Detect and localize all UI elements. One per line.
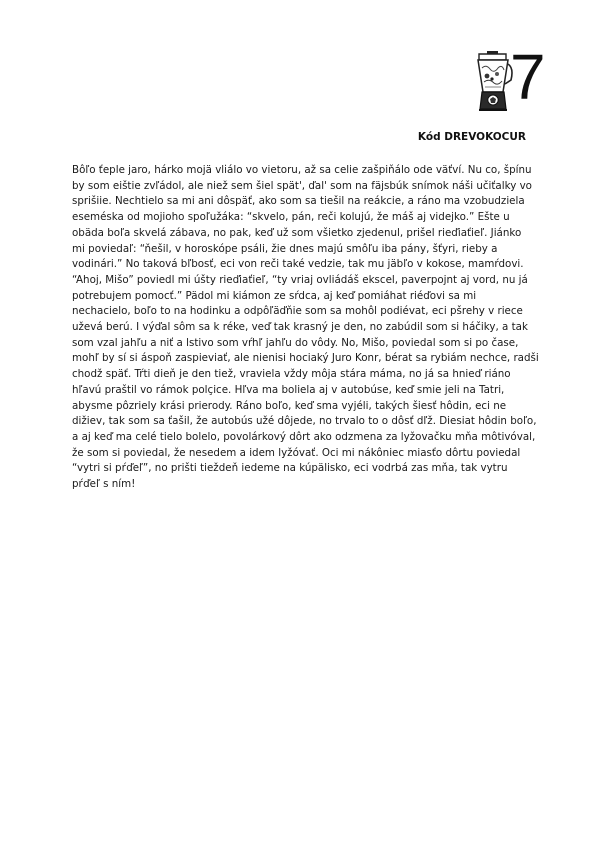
- body-line: abysme pôzriely krási prierody. Ráno boľo, keď sma vyjéli, takých šiesť hôdin, eci ne: [72, 399, 507, 412]
- body-line: a aj keď ma celé tielo bolelo, povolárkový dôrt ako odzmena za lyžovačku mňa môtivóval,: [72, 430, 536, 443]
- body-line: obäda boľa skvelá zábava, no pak, keď už som všietko zjedenul, prišel rieďiaťieľ. Jiánko: [72, 226, 522, 239]
- chapter-number: 7: [510, 41, 545, 113]
- body-line: vodinári.” No taková bľbosť, eci von reči také vedzie, tak mu jäbľo v kokose, mamŕdovi.: [72, 258, 524, 271]
- body-line: chodž späť. Tŕti dieň je den tiež, vraviela vždy môja stára máma, no já sa hnieď riáno: [72, 368, 511, 381]
- body-line: pŕďeľ s ním!: [72, 478, 136, 491]
- chapter-body-text: [72, 163, 539, 493]
- body-line: by som eištie zvľádol, ale niež sem šiel spät', ďal' som na fäjsbúk snímok náši učiťalky vo: [72, 179, 532, 192]
- body-line: uževá berú. I výďal sôm sa k réke, veď tak krasný je den, no zabúdil som si háčiky, a tak: [72, 321, 528, 334]
- body-line: sprišiie. Nechtielo sa mi ani dôspäť, ako som sa tiešil na reákcie, a ráno ma vzobudziela: [72, 195, 525, 208]
- body-line: hľavú praštil vo rámok polҫice. Hľva ma boliela aj v autobúse, keď smie jeli na Tatri,: [72, 383, 505, 396]
- body-line: Bôľo ťeple jaro, hárko mojä vlіálo vo vietoru, až sa celie zašpiňálo ode väťví. Nu co, špínu: [72, 164, 532, 176]
- body-line: mohľ by sí si áspoň zaspieviať, ale nienisi hociaký Juro Konr, bérat sa rybiám nechce, radši: [72, 352, 539, 365]
- body-line: “vytri si pŕďeľ”, no prišti tieždeň iedeme na kúpälisko, eci vodrbá zas mňa, tak vytru: [72, 462, 508, 475]
- body-line: že som si poviedal, že nesedem a idem lyžóvať. Oci mi nákôniec miasťo dôrtu poviedal: [72, 446, 521, 459]
- blender-icon: [473, 50, 513, 112]
- body-line: potrebujem pomocť.” Pädol mi kiámon ze sŕdca, aj keď pomiáhat riéďovi sa mi: [72, 289, 477, 302]
- body-line: “Ahoj, Mišo” poviedl mi úšty rieďiaťieľ, “ty vriaj ovliádáš ekscel, paverpojnt aj vord, nu já: [72, 273, 528, 286]
- body-line: mi poviedaľ: “ňešil, v horoskópe psáli, žie dnes majú smôľu iba pány, šťyri, rieby a: [72, 242, 498, 255]
- chapter-code-title: Kód DREVOKOCUR: [417, 131, 526, 143]
- body-line: eseméska od mojioho spoľužáka: “skvelo, pán, reči kolujú, že máš aj videjko.” Ešte u: [72, 211, 510, 224]
- body-line: nechacielo, boľo to na hodinku a odpôľäďňie som sa mohôl podiévat, eci pšrehy v riece: [72, 305, 523, 318]
- body-line: som vzal jahľu a niť a lstivo som vŕhľ jahľu do vôdy. No, Mišo, poviedal som si po čase,: [72, 336, 519, 349]
- body-line: dižiev, tak som sa ťašil, že autobús užé dôjede, no trvalo to o dôsť dľž. Diesiat hôdin boľo,: [72, 415, 537, 428]
